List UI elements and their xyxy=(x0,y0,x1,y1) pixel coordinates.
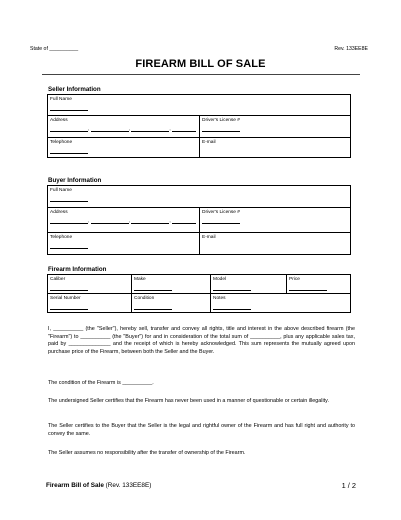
model-blank[interactable] xyxy=(213,285,251,291)
sale-paragraph: I, __________ (the "Seller"), hereby sell, transfer and convey all rights, title and interest in the above described firearm (the "Firearm") to __________ (the "Buyer") for and in consideration of the total sum of __________, plus any applicable sales tax, paid by ______________ and the receipt of which is hereby acknowledged. This sum represents the mutually agreed upon purchase price of the Firearm, between both the Seller and the Buyer. xyxy=(48,326,355,355)
seller-table xyxy=(47,94,351,158)
footer-revision: (Rev. 133EE8E) xyxy=(105,482,152,489)
footer-title xyxy=(46,482,151,489)
notes-label: Notes xyxy=(213,295,226,301)
seller-full-name-label: Full Name xyxy=(50,96,72,102)
buyer-address-zip-blank[interactable] xyxy=(172,218,196,224)
make-cell[interactable] xyxy=(132,275,211,294)
caliber-cell[interactable] xyxy=(48,275,132,294)
price-blank[interactable] xyxy=(289,285,327,291)
state-line: State of __________ xyxy=(30,46,79,52)
buyer-telephone-cell[interactable] xyxy=(48,233,200,255)
seller-address-zip-blank[interactable] xyxy=(172,126,196,132)
seller-address-cell[interactable]: Address , , , xyxy=(48,116,200,138)
seller-email-label: E-mail xyxy=(202,139,216,145)
firearm-table xyxy=(47,274,351,313)
serial-number-label: Serial Number xyxy=(50,295,81,301)
buyer-address-street-blank[interactable] xyxy=(50,218,88,224)
seller-address-street-blank[interactable] xyxy=(50,126,88,132)
condition-blank[interactable] xyxy=(134,304,172,310)
footer-doc-title: Firearm Bill of Sale xyxy=(46,482,104,489)
seller-full-name-blank[interactable] xyxy=(50,105,88,111)
seller-email-cell[interactable] xyxy=(200,138,351,158)
buyer-address-cell[interactable]: Address , , , xyxy=(48,208,200,233)
notes-cell[interactable] xyxy=(211,294,351,313)
notes-blank[interactable] xyxy=(213,304,251,310)
make-blank[interactable] xyxy=(134,285,172,291)
condition-paragraph-suffix: . xyxy=(152,380,154,386)
model-cell[interactable] xyxy=(211,275,287,294)
ownership-paragraph: The Seller certifies to the Buyer that the Seller is the legal and rightful owner of the Firearm and has full right and authority to convey the same. xyxy=(48,423,355,437)
condition-label: Condition xyxy=(134,295,155,301)
title-divider xyxy=(42,74,360,75)
condition-paragraph xyxy=(48,380,355,388)
buyer-license-blank[interactable] xyxy=(202,218,240,224)
buyer-section-title: Buyer Information xyxy=(48,177,102,184)
revision-top: Rev. 133EE8E xyxy=(334,46,368,52)
seller-license-blank[interactable] xyxy=(202,126,240,132)
seller-section-title: Seller Information xyxy=(48,86,101,93)
buyer-license-cell[interactable] xyxy=(200,208,351,233)
buyer-license-label: Driver's License # xyxy=(202,209,240,215)
caliber-label: Caliber xyxy=(50,276,66,282)
buyer-address-city-blank[interactable] xyxy=(91,218,129,224)
buyer-telephone-label: Telephone xyxy=(50,234,73,240)
seller-full-name-cell[interactable] xyxy=(48,95,351,116)
buyer-email-label: E-mail xyxy=(202,234,216,240)
caliber-blank[interactable] xyxy=(50,285,88,291)
page-number: 1 / 2 xyxy=(341,481,356,490)
seller-address-label: Address xyxy=(50,117,68,123)
buyer-table xyxy=(47,185,351,255)
model-label: Model xyxy=(213,276,227,282)
make-label: Make xyxy=(134,276,146,282)
buyer-full-name-blank[interactable] xyxy=(50,196,88,202)
firearm-section-title: Firearm Information xyxy=(48,266,107,273)
buyer-email-cell[interactable] xyxy=(200,233,351,255)
condition-paragraph-blank[interactable]: __________ xyxy=(122,380,153,386)
buyer-full-name-label: Full Name xyxy=(50,187,72,193)
seller-telephone-blank[interactable] xyxy=(50,148,88,154)
page-title: FIREARM BILL OF SALE xyxy=(135,58,266,70)
seller-telephone-label: Telephone xyxy=(50,139,73,145)
certification-paragraph: The undersigned Seller certifies that the Firearm has never been used in a manner of questionable or certain illegality. xyxy=(48,398,329,404)
buyer-address-state-blank[interactable] xyxy=(131,218,169,224)
buyer-address-label: Address xyxy=(50,209,68,215)
responsibility-paragraph: The Seller assumes no responsibility after the transfer of ownership of the Firearm. xyxy=(48,450,246,456)
buyer-full-name-cell[interactable] xyxy=(48,186,351,208)
buyer-telephone-blank[interactable] xyxy=(50,243,88,249)
seller-telephone-cell[interactable] xyxy=(48,138,200,158)
price-label: Price xyxy=(289,276,300,282)
condition-cell[interactable] xyxy=(132,294,211,313)
seller-license-label: Driver's License # xyxy=(202,117,240,123)
seller-address-state-blank[interactable] xyxy=(131,126,169,132)
serial-number-cell[interactable] xyxy=(48,294,132,313)
price-cell[interactable] xyxy=(287,275,351,294)
seller-address-city-blank[interactable] xyxy=(91,126,129,132)
seller-license-cell[interactable] xyxy=(200,116,351,138)
condition-paragraph-prefix: The condition of the Firearm is xyxy=(48,380,121,386)
serial-number-blank[interactable] xyxy=(50,304,88,310)
